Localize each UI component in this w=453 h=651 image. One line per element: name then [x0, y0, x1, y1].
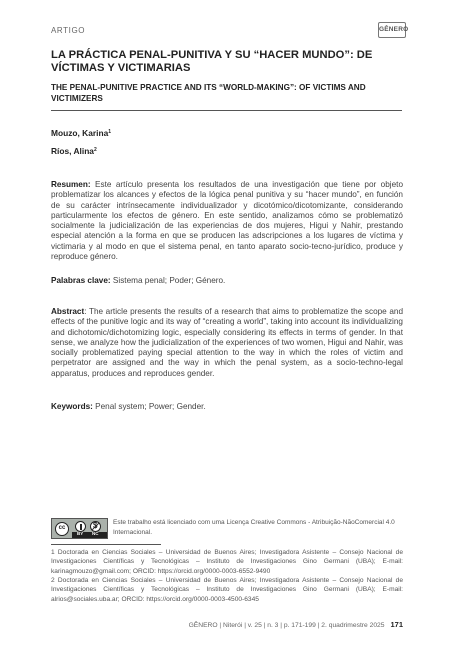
footnote-2: 2 Doctorada en Ciencias Sociales – Universidad de Buenos Aires; Investigadora Asistente – Consejo Nacional de Investigaciones Científicas y Tecnológicas – Instituto de Investigaciones Gino Germani (UBA); E-mail: alrios@sociales.uba.ar; ORCID: https://orcid.org/0000-0003-4500-6345 — [51, 577, 403, 603]
cc-icon: cc — [55, 522, 69, 536]
page-number: 171 — [390, 620, 403, 629]
abstract-spanish — [51, 180, 403, 262]
footnote-divider — [51, 544, 161, 545]
abstract-english — [51, 307, 403, 379]
keywords-english-text: Penal system; Power; Gender. — [92, 402, 206, 411]
author-1: Mouzo, Karina$^1$ — [51, 128, 112, 138]
title-divider — [51, 110, 402, 111]
keywords-spanish — [51, 276, 403, 286]
abstract-english-text: : The article presents the results of a research that aims to problematize the scope and effects of the punitive logic and its way of “creating a world”, taking into account its individualizing and dichotomic/dichotomizing logic, especially considering its effects in terms of gender. In that sense, we analyze how the judicialization of the experiences of two women, Higui and Nahir, was socially problematized paying special attention to the way in which the roles of victim and perpetrator are assigned and the way in which the penal system, as a socio-techno-legal apparatus, produces and reproduces gender. — [51, 307, 403, 378]
badge-label-strip — [72, 532, 107, 538]
journal-logo: GÊNERO — [378, 22, 406, 38]
keywords-spanish-text: Sistema penal; Poder; Género. — [110, 276, 226, 285]
section-label: ARTIGO — [51, 26, 86, 35]
authors — [51, 124, 111, 160]
journal-citation: GÊNERO | Niterói | v. 25 | n. 3 | p. 171-199 | 2. quadrimestre 2025 — [188, 622, 385, 629]
footnote-1: 1 Doctorada en Ciencias Sociales – Universidad de Buenos Aires; Investigadora Asistente – Consejo Nacional de Investigaciones Científicas y Tecnológicas – Instituto de Investigaciones Gino Germani (UBA); E-mail: karinagmouzo@gmail.com; ORCID: https://orcid.org/0000-0003-6552-9490 — [51, 549, 403, 575]
creative-commons-badge[interactable] — [51, 518, 108, 539]
title-english: THE PENAL-PUNITIVE PRACTICE AND ITS “WORLD-MAKING”: OF VICTIMS AND VICTIMIZERS — [51, 83, 366, 103]
badge-nc-label: NC — [92, 531, 99, 536]
title-spanish: LA PRÁCTICA PENAL-PUNITIVA Y SU “HACER MUNDO”: DE VÍCTIMAS Y VICTIMARIAS — [51, 49, 373, 75]
abstract-spanish-text: Este artículo presenta los resultados de una investigación que tiene por objeto problematizar los alcances y efectos de la lógica penal punitiva y su “hacer mundo”, en función de su carácter intrínsecamente individualizador y dicotómico/dicotomizante, considerando particularmente los efectos de género. En este sentido, analizamos cómo se problematizó socialmente la judicialización de las experiencias de dos mujeres, Higui y Nahir, prestando especial atención a la forma en que se producen las adscripciones a los lugares de víctima y victimaria y al modo en que el sistema penal, en tanto aparato socio-tecno-jurídico, produce y reproduce género. — [51, 180, 403, 262]
abstract-spanish-label: Resumen: — [51, 180, 91, 189]
keywords-english-label: Keywords: — [51, 402, 93, 411]
abstract-english-label: Abstract — [51, 307, 85, 316]
author-2: Ríos, Alina$^2$ — [51, 146, 97, 156]
keywords-spanish-label: Palabras clave: — [51, 276, 111, 285]
license-text: Este trabalho está licenciado com uma Licença Creative Commons - Atribuição-NãoComercial 4.0 Internacional. — [113, 519, 395, 536]
badge-by-label: BY — [77, 531, 84, 536]
page-footer — [180, 620, 403, 629]
keywords-english — [51, 402, 403, 412]
